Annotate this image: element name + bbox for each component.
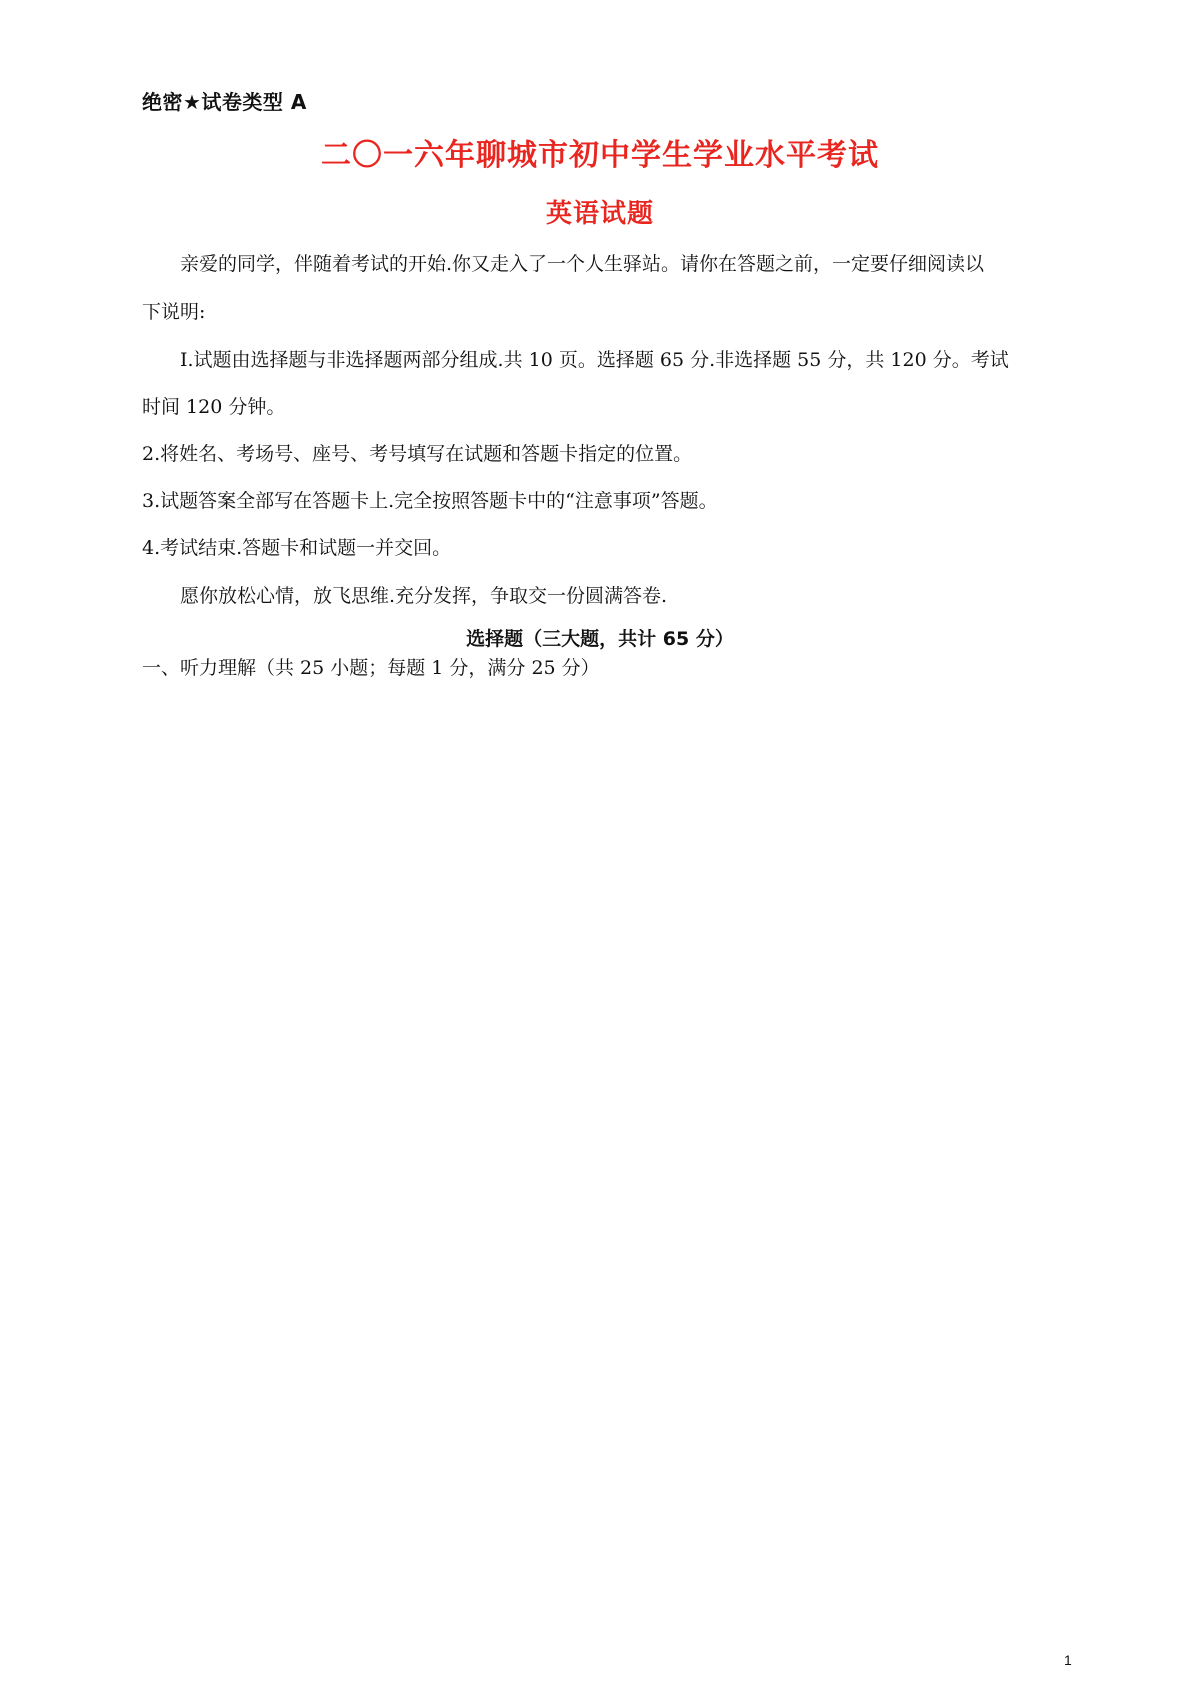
section-heading: 选择题（三大题，共计 65 分） xyxy=(466,628,734,650)
subject-title: 英语试题 xyxy=(545,199,654,229)
exam-title: 二〇一六年聊城市初中学生学业水平考试 xyxy=(321,138,879,173)
instruction-item-1-line-1: I.试题由选择题与非选择题两部分组成.共 10 页。选择题 65 分.非选择题 55 分，共 120 分。考试 xyxy=(180,349,1009,371)
instruction-item-2: 2.将姓名、考场号、座号、考号填写在试题和答题卡指定的位置。 xyxy=(142,443,693,465)
closing-remark: 愿你放松心情，放飞思维.充分发挥，争取交一份圆满答卷. xyxy=(180,585,668,607)
page-number: 1 xyxy=(1064,1652,1072,1668)
part-one-heading: 一、听力理解（共 25 小题；每题 1 分，满分 25 分） xyxy=(142,657,600,679)
instruction-item-3: 3.试题答案全部写在答题卡上.完全按照答题卡中的“注意事项”答题。 xyxy=(142,490,718,512)
greeting-line-2: 下说明: xyxy=(142,301,206,323)
instruction-item-4: 4.考试结束.答题卡和试题一并交回。 xyxy=(142,537,452,559)
instruction-item-1-line-2: 时间 120 分钟。 xyxy=(142,396,286,418)
classification-label: 绝密★试卷类型 A xyxy=(142,90,307,114)
greeting-line-1: 亲爱的同学，伴随着考试的开始.你又走入了一个人生驿站。请你在答题之前，一定要仔细阅读以 xyxy=(180,253,985,275)
